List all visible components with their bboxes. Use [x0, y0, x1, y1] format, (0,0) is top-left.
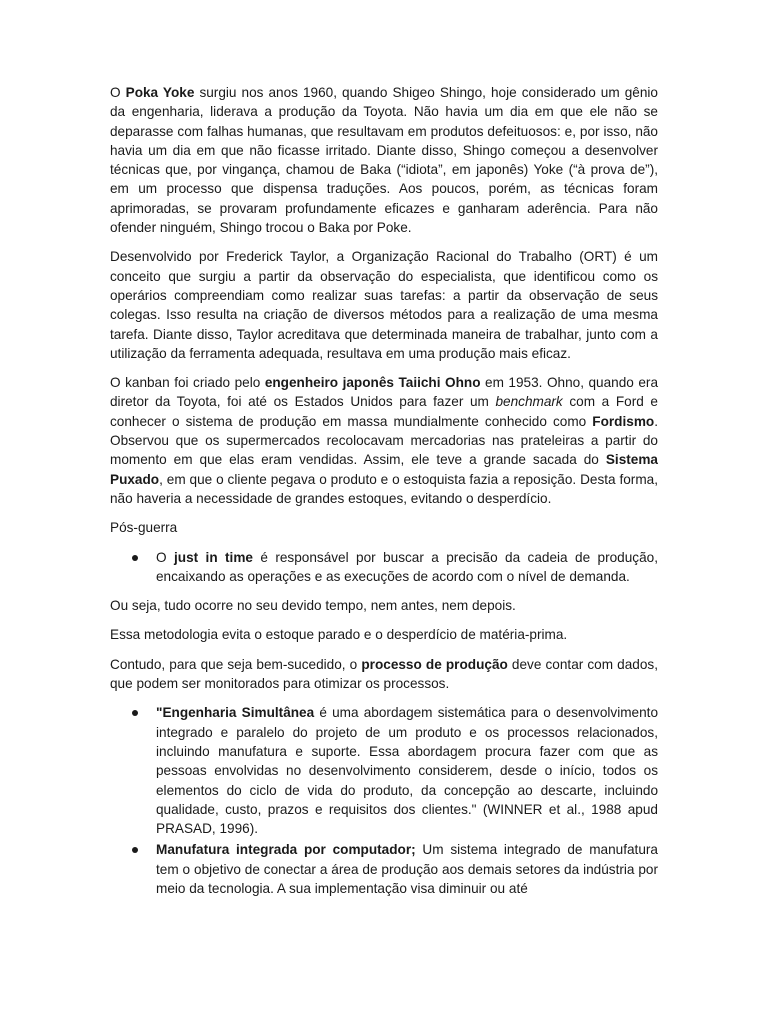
text: O: [110, 85, 126, 100]
bold-text: just in time: [173, 549, 253, 565]
list-item: [110, 840, 658, 898]
paragraph-ou-seja: Ou seja, tudo ocorre no seu devido tempo, nem antes, nem depois.: [110, 598, 516, 614]
text: com a Ford e conhecer o sistema de produção em massa mundialmente conhecido como: [110, 394, 658, 429]
paragraph-metodologia: Essa metodologia evita o estoque parado e o desperdício de matéria-prima.: [110, 627, 568, 643]
bold-text: Sistema Puxado: [110, 452, 658, 487]
bold-text: processo de produção: [361, 656, 508, 672]
term-poka-yoke: Poka Yoke: [125, 85, 195, 100]
text: é responsável por buscar a precisão da cadeia de produção, encaixando as operações e as execuções de acordo com o nível de demanda.: [156, 549, 658, 584]
text: O kanban foi criado pelo: [110, 375, 265, 391]
bullet-list-just-in-time: [110, 548, 658, 587]
bold-text: Manufatura integrada por computador;: [156, 842, 416, 858]
bold-text: Fordismo: [592, 413, 655, 429]
italic-text: benchmark: [495, 394, 563, 410]
bullet-icon: [132, 847, 138, 853]
bullet-icon: [132, 710, 138, 716]
text: O: [156, 549, 174, 565]
paragraph-kanban: [110, 373, 658, 508]
list-item: [110, 703, 658, 838]
bullet-list-engenharia: [110, 703, 658, 898]
heading-pos-guerra: Pós-guerra: [110, 520, 178, 536]
text: , em que o cliente pegava o produto e o estoquista fazia a reposição. Desta forma, não haveria a necessidade de grandes estoques, evitando o desperdício.: [110, 471, 658, 506]
text: deve contar com dados, que podem ser monitorados para otimizar os processos.: [110, 656, 658, 692]
text: Contudo, para que seja bem-sucedido, o: [110, 656, 362, 672]
paragraph-contudo: [110, 655, 658, 694]
text: surgiu nos anos 1960, quando Shigeo Shingo, hoje considerado um gênio da engenharia, liderava a produção da Toyota. Não havia um dia em que ele não se deparasse com falhas humanas, que resultavam em produtos defeituosos: e, por isso, não havia um dia em que não ficasse irritado. Diante disso, Shingo começou a desenvolver técnicas que, por vingança, chamou de Baka (“idiota”, em japonês) Yoke (“à prova de”), em um processo que dispensa traduções. Aos poucos, porém, as técnicas foram aprimoradas, se provaram profundamente eficazes e ganharam aderência. Para não ofender ninguém, Shingo trocou o Baka por Poke.: [110, 85, 658, 236]
paragraph-ort: Desenvolvido por Frederick Taylor, a Organização Racional do Trabalho (ORT) é um conceito que surgiu a partir da observação do especialista, que identificou como os operários compreendiam como realizar suas tarefas: a partir da observação de seus colegas. Isso resulta na criação de diversos métodos para a realização de uma mesma tarefa. Diante disso, Taylor acreditava que determinada maneira de trabalhar, junto com a utilização da ferramenta adequada, resultava em uma produção mais eficaz.: [110, 249, 658, 361]
bold-text: "Engenharia Simultânea: [156, 705, 315, 721]
text: Um sistema integrado de manufatura tem o objetivo de conectar a área de produção aos demais setores da indústria por meio da tecnologia. A sua implementação visa diminuir ou até: [156, 842, 658, 896]
text: . Observou que os supermercados recolocavam mercadorias nas prateleiras a partir do momento em que elas eram vendidas. Assim, ele teve a grande sacada do: [110, 413, 658, 468]
bullet-icon: [132, 555, 138, 561]
text: em 1953. Ohno, quando era diretor da Toyota, foi até os Estados Unidos para fazer um: [110, 375, 659, 410]
bold-text: engenheiro japonês Taiichi Ohno: [264, 375, 481, 391]
paragraph-poka-yoke: [110, 83, 658, 237]
text: é uma abordagem sistemática para o desenvolvimento integrado e paralelo do projeto de um produto e os processos relacionados, incluindo manufatura e suporte. Essa abordagem procura fazer com que as pessoas envolvidas no desenvolvimento considerem, desde o início, todos os elementos do ciclo de vida do produto, da concepção ao descarte, incluindo qualidade, custo, prazos e requisitos dos clientes." (WINNER et al., 1988 apud PRASAD, 1996).: [156, 705, 659, 837]
list-item: [110, 548, 658, 587]
